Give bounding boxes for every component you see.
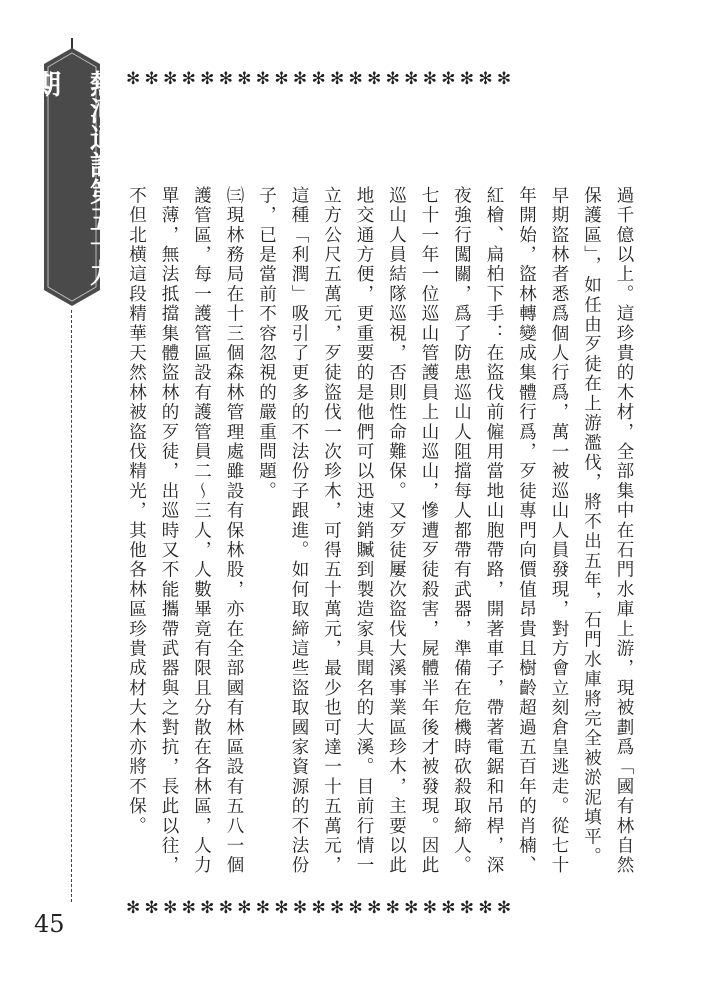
- paragraph-1: 過千億以上。這珍貴的木材，全部集中在石門水庫上游，現被劃爲「國有林自然保護區」，如任由歹徒在上游濫伐，將不出五年，石門水庫將完全被淤泥填平。早期盜林者悉爲個人行爲，萬一被巡山人員發現，對方會立刻倉皇逃走。從七十年開始，盜林轉變成集體行爲，歹徒專門向價值昂貴且樹齡超過五百年的肖楠、紅檜、扁柏下手：在盜伐前僱用當地山胞帶路，開著車子，帶著電鋸和吊桿，深夜強行闖關，爲了防患巡山人阻擋每人都帶有武器，準備在危機時砍殺取締人。七十一年一位巡山管護員上山巡山，慘遭歹徒殺害，屍體半年後才被發現。因此巡山人員結隊巡視，否則性命難保。又歹徒屢次盜伐大溪事業區珍木，主要以此地交通方便，更重要的是他們可以迅速銷贓到製造家具聞名的大溪。目前行情一立方公尺五萬元，歹徒盜伐一次珍木，可得五十萬元，最少也可達一十五萬元，這種「利潤」吸引了更多的不法份子跟進。如何取締這些盜取國家資源的不法份子，已是當前不容忽視的嚴重問題。: [256, 186, 634, 876]
- article-body: [126, 186, 640, 876]
- item-number-3: ㈢: [224, 186, 244, 206]
- publication-title: 熱河通訊第五十九期: [29, 70, 116, 286]
- publication-banner: [29, 48, 116, 306]
- page-number: 45: [34, 910, 65, 938]
- paragraph-2-text: 現林務局在十三個森林管理處雖設有保林股，亦在全部國有林區設有五八一個護管區，每一護管區設有護管員二～三人，人數畢竟有限且分散在各林區，人力單薄，無法抵擋集體盜林的歹徒，出巡時又不能攜帶武器與之對抗，長此以往，不但北横這段精華天然林被盜伐精光，其他各林區珍貴成材大木亦將不保。: [126, 186, 244, 876]
- spine-dashed-line: [71, 310, 72, 902]
- top-star-divider: ✻✻✻✻✻✻✻✻✻✻✻✻✻✻✻✻✻✻✻✻✻: [126, 69, 516, 89]
- paragraph-2: [120, 186, 250, 876]
- bottom-star-divider: ✻✻✻✻✻✻✻✻✻✻✻✻✻✻✻✻✻✻✻✻✻: [126, 898, 516, 918]
